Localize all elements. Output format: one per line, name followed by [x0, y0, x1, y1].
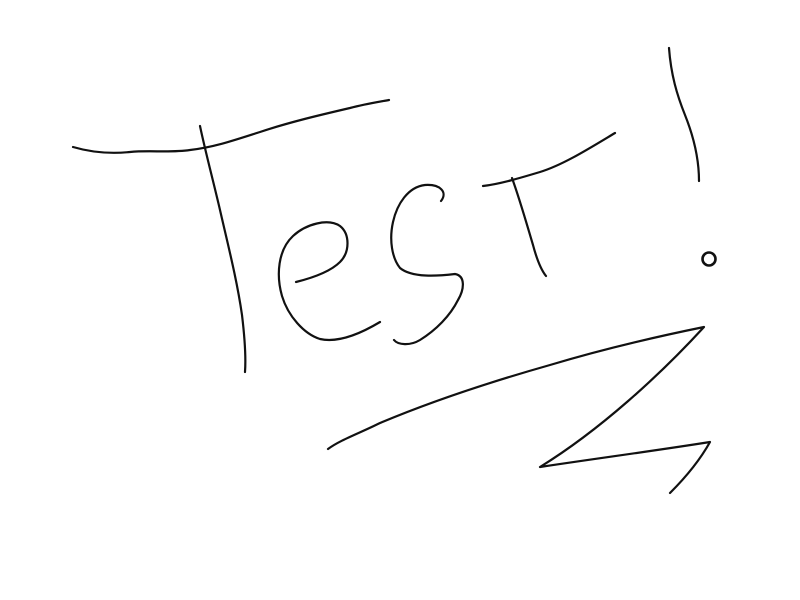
stroke-exclamation-bar	[669, 48, 699, 181]
stroke-t2-crossbar	[483, 133, 615, 186]
stroke-t2-stem	[512, 178, 546, 276]
stroke-t-crossbar	[73, 100, 389, 153]
stroke-zigzag	[328, 327, 710, 493]
stroke-s	[391, 185, 463, 344]
stroke-t-stem	[200, 126, 245, 372]
stroke-exclamation-dot	[703, 253, 716, 266]
stroke-e	[279, 222, 380, 340]
